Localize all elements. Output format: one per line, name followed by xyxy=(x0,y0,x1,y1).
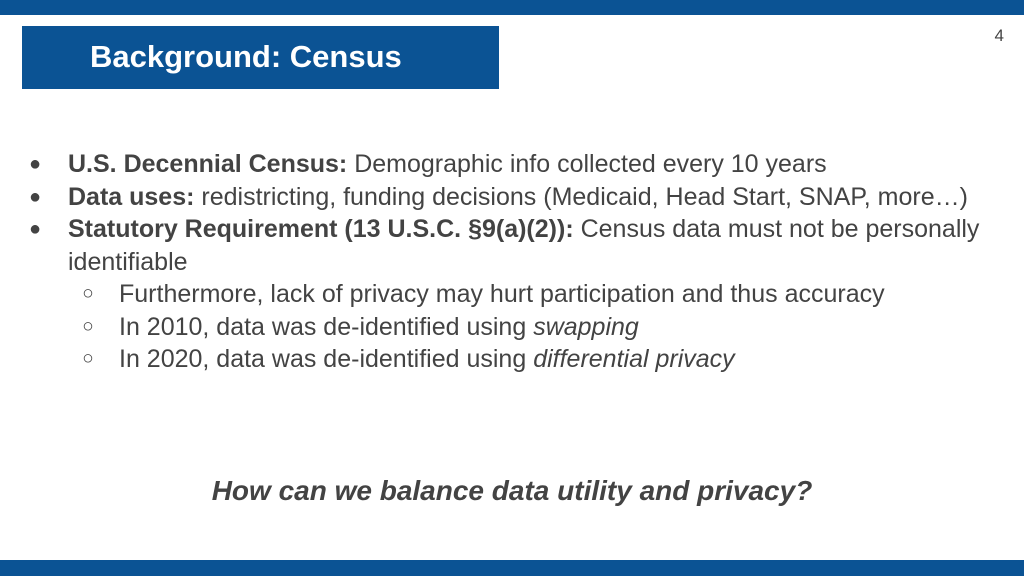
bullet-list xyxy=(28,148,1013,376)
sub-bullet-text: Furthermore, lack of privacy may hurt participation and thus accuracy xyxy=(119,280,885,308)
sub-bullet-participation xyxy=(28,278,1013,311)
bullet-text: redistricting, funding decisions (Medicaid, Head Start, SNAP, more…) xyxy=(194,182,968,211)
sub-bullet-emphasis: differential privacy xyxy=(533,345,735,373)
bullet-circle-icon: ○ xyxy=(82,348,94,369)
bullet-dot-icon: ● xyxy=(28,218,42,240)
bullet-circle-icon: ○ xyxy=(82,283,94,304)
bullet-dot-icon: ● xyxy=(28,153,42,175)
bullet-label: U.S. Decennial Census: xyxy=(68,150,348,178)
sub-bullet-2010 xyxy=(28,311,1013,344)
bullet-label: Data uses: xyxy=(68,182,195,211)
top-accent-bar xyxy=(0,0,1024,15)
bullet-circle-icon: ○ xyxy=(82,315,94,337)
sub-bullet-emphasis: swapping xyxy=(533,312,639,341)
title-banner xyxy=(22,26,499,89)
sub-bullet-text: In 2020, data was de-identified using xyxy=(119,345,534,373)
closing-question: How can we balance data utility and privacy? xyxy=(211,475,813,506)
bullet-item-statutory xyxy=(28,213,1013,278)
slide-title: Background: Census xyxy=(90,39,402,74)
bullet-text: Census data must not be personally identifiable xyxy=(68,215,980,276)
bullet-text: Demographic info collected every 10 years xyxy=(347,150,827,178)
bullet-dot-icon: ● xyxy=(28,185,42,208)
page-number: 4 xyxy=(994,26,1004,45)
sub-bullet-2020 xyxy=(28,343,1013,376)
bullet-item-data-uses xyxy=(28,181,1013,214)
bullet-item-census xyxy=(28,148,1013,181)
bottom-accent-bar xyxy=(0,560,1024,576)
bullet-label: Statutory Requirement (13 U.S.C. §9(a)(2)): xyxy=(68,215,574,243)
sub-bullet-text: In 2010, data was de-identified using xyxy=(119,312,534,341)
